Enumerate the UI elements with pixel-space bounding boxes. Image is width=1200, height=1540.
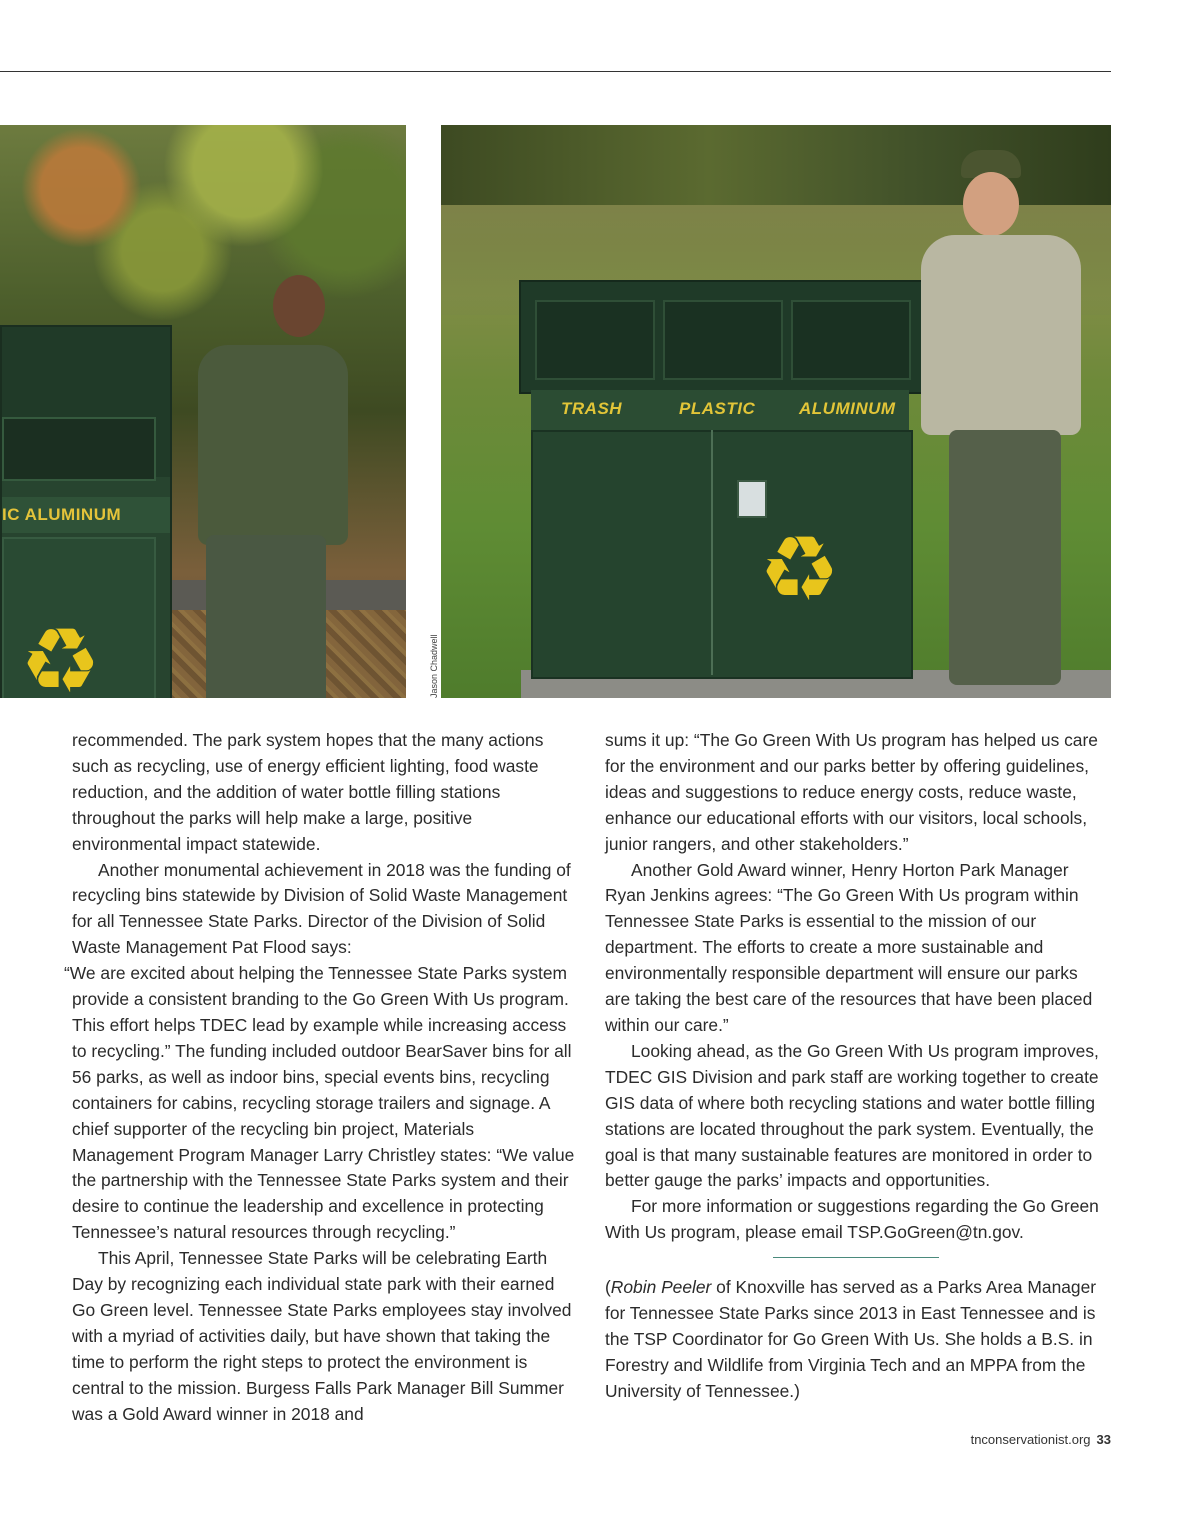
paragraph: For more information or suggestions regarding the Go Green With Us program, please email TSP.GoGreen@tn.gov. <box>605 1196 1099 1243</box>
page-footer <box>971 1432 1111 1447</box>
bin-label-band <box>531 390 909 430</box>
photo-ranger-with-bin-right <box>441 125 1111 698</box>
recycle-icon: ♻ <box>20 612 101 698</box>
bin-label-trash: TRASH <box>561 399 623 418</box>
paragraph: recommended. The park system hopes that the many actions such as recycling, use of energy efficient lighting, food waste reduction, and the addition of water bottle filling stations throughout the parks will help make a large, positive environmental impact statewide. <box>72 730 544 854</box>
author-name: Robin Peeler <box>610 1277 712 1298</box>
author-bio: (Robin Peeler of Knoxville has served as a Parks Area Manager for Tennessee State Parks since 2013 in East Tennessee and is the TSP Coordinator for Go Green With Us. She holds a B.S. in Forestry and Wildlife from Virginia Tech and an MPPA from the University of Tennessee.) <box>605 1277 1097 1401</box>
photo-ranger-with-bin-left <box>0 125 406 698</box>
recycle-icon: ♻ <box>759 520 840 620</box>
top-rule <box>0 71 1111 72</box>
photo-credit: Jason Chadwell <box>429 634 439 698</box>
paragraph: Another monumental achievement in 2018 was the funding of recycling bins statewide by Division of Solid Waste Management for all Tennessee State Parks. Director of the Division of Solid Waste Management Pat Flood says: <box>72 859 571 958</box>
bin-label: IC ALUMINUM <box>2 505 122 524</box>
paragraph: “We are excited about helping the Tennessee State Parks system provide a consistent branding to the Go Green With Us program. This effort helps TDEC lead by example while increasing access to recycling.” The funding included outdoor BearSaver bins for all 56 parks, as well as indoor bins, special events bins, recycling containers for cabins, recycling storage trailers and signage. A chief supporter of the recycling bin project, Materials Management Program Manager Larry Christley states: “We value the partnership with the Tennessee State Parks system and their desire to continue the leadership and excellence in protecting Tennessee’s natural resources through recycling.” <box>64 963 575 1243</box>
paragraph: This April, Tennessee State Parks will be celebrating Earth Day by recognizing each individual state park with their earned Go Green level. Tennessee State Parks employees stay involved with a myriad of activities daily, but have shown that taking the time to perform the right steps to protect the environment is central to the mission. Burgess Falls Park Manager Bill Summer was a Gold Award winner in 2018 and <box>72 1248 572 1424</box>
page-number: 33 <box>1096 1432 1111 1447</box>
paragraph: Another Gold Award winner, Henry Horton Park Manager Ryan Jenkins agrees: “The Go Green With Us program within Tennessee State Parks is essential to the mission of our department. The efforts to create a more sustainable and environmentally responsible department will ensure our parks are taking the best care of the resources that have been placed within our care.” <box>605 859 1093 1035</box>
paragraph: sums it up: “The Go Green With Us program has helped us care for the environment and our parks better by offering guidelines, ideas and suggestions to reduce energy costs, reduce waste, enhance our educational efforts with our visitors, local schools, junior rangers, and other stakeholders.” <box>605 730 1098 854</box>
bin-label-plastic: PLASTIC <box>679 399 756 418</box>
bin-label-aluminum: ALUMINUM <box>799 399 896 418</box>
article-column-right <box>605 728 1105 1405</box>
article-column-left <box>64 728 580 1427</box>
paragraph: Looking ahead, as the Go Green With Us program improves, TDEC GIS Division and park staff are working together to create GIS data of where both recycling stations and water bottle filling stations are located throughout the park system. Eventually, the goal is that many sustainable features are monitored in order to better gauge the parks’ impacts and opportunities. <box>605 1040 1099 1191</box>
site-url: tnconservationist.org <box>970 1432 1091 1447</box>
section-divider <box>773 1257 939 1258</box>
ranger-woman <box>188 275 358 698</box>
bin-sticker <box>737 480 767 518</box>
recycling-bin-left <box>0 325 172 698</box>
recycling-bin-right <box>519 280 919 675</box>
ranger-man <box>921 150 1091 690</box>
